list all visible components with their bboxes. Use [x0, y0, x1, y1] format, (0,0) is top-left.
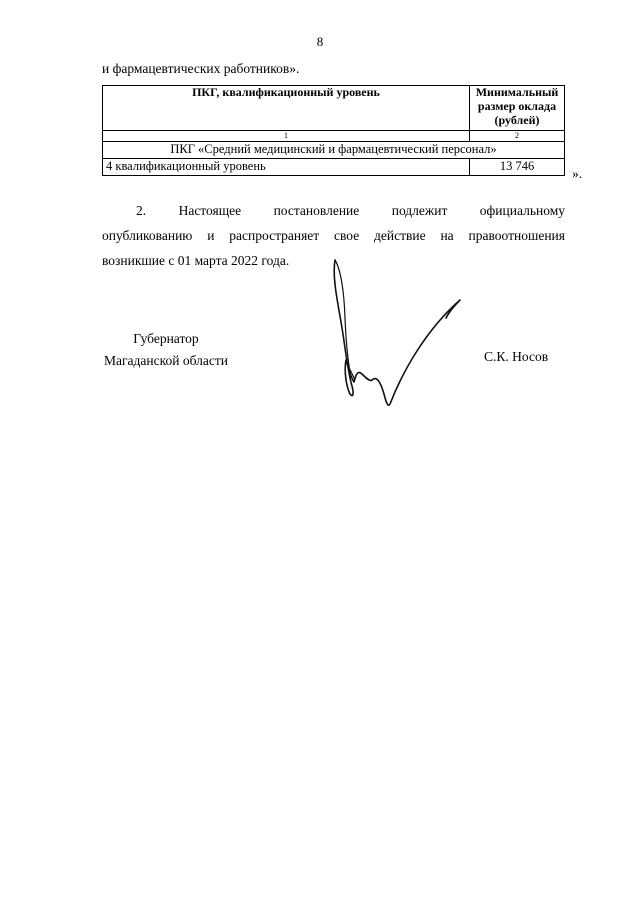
page-number: 8: [316, 34, 324, 49]
header-salary-line: (рублей): [494, 112, 540, 127]
table-row: [103, 159, 565, 176]
group-row: [103, 142, 565, 159]
header-salary-line: размер оклада: [477, 98, 557, 113]
paragraph-line: возникшие с 01 марта 2022 года.: [102, 253, 290, 268]
header-salary-line: Минимальный: [475, 85, 559, 99]
group-name: ПКГ «Средний медицинский и фармацевтический персонал»: [103, 142, 565, 159]
paragraph-line: 2. Настоящее постановление подлежит официальному: [136, 203, 565, 218]
salary-amount-cell: 13 746: [470, 159, 565, 176]
position-line: Магаданской области: [104, 353, 228, 368]
salary-table: [102, 85, 565, 176]
column-number: 1: [103, 131, 470, 142]
header-minimum-salary: [470, 86, 565, 131]
table-header-row: [103, 86, 565, 131]
position-line: Губернатор: [133, 331, 199, 346]
column-number-row: [103, 131, 565, 142]
column-number: 2: [470, 131, 565, 142]
paragraph-line: опубликованию и распространяет свое действие на правоотношения: [102, 228, 565, 243]
handwritten-signature: [318, 248, 468, 418]
signatory-name: С.К. Носов: [484, 349, 549, 364]
signatory-position: [104, 328, 228, 372]
qualification-level-cell: 4 квалификационный уровень: [103, 159, 470, 176]
intro-text: и фармацевтических работников».: [102, 61, 300, 76]
closing-quote: ».: [572, 166, 583, 181]
header-qualification-level: ПКГ, квалификационный уровень: [103, 86, 470, 131]
